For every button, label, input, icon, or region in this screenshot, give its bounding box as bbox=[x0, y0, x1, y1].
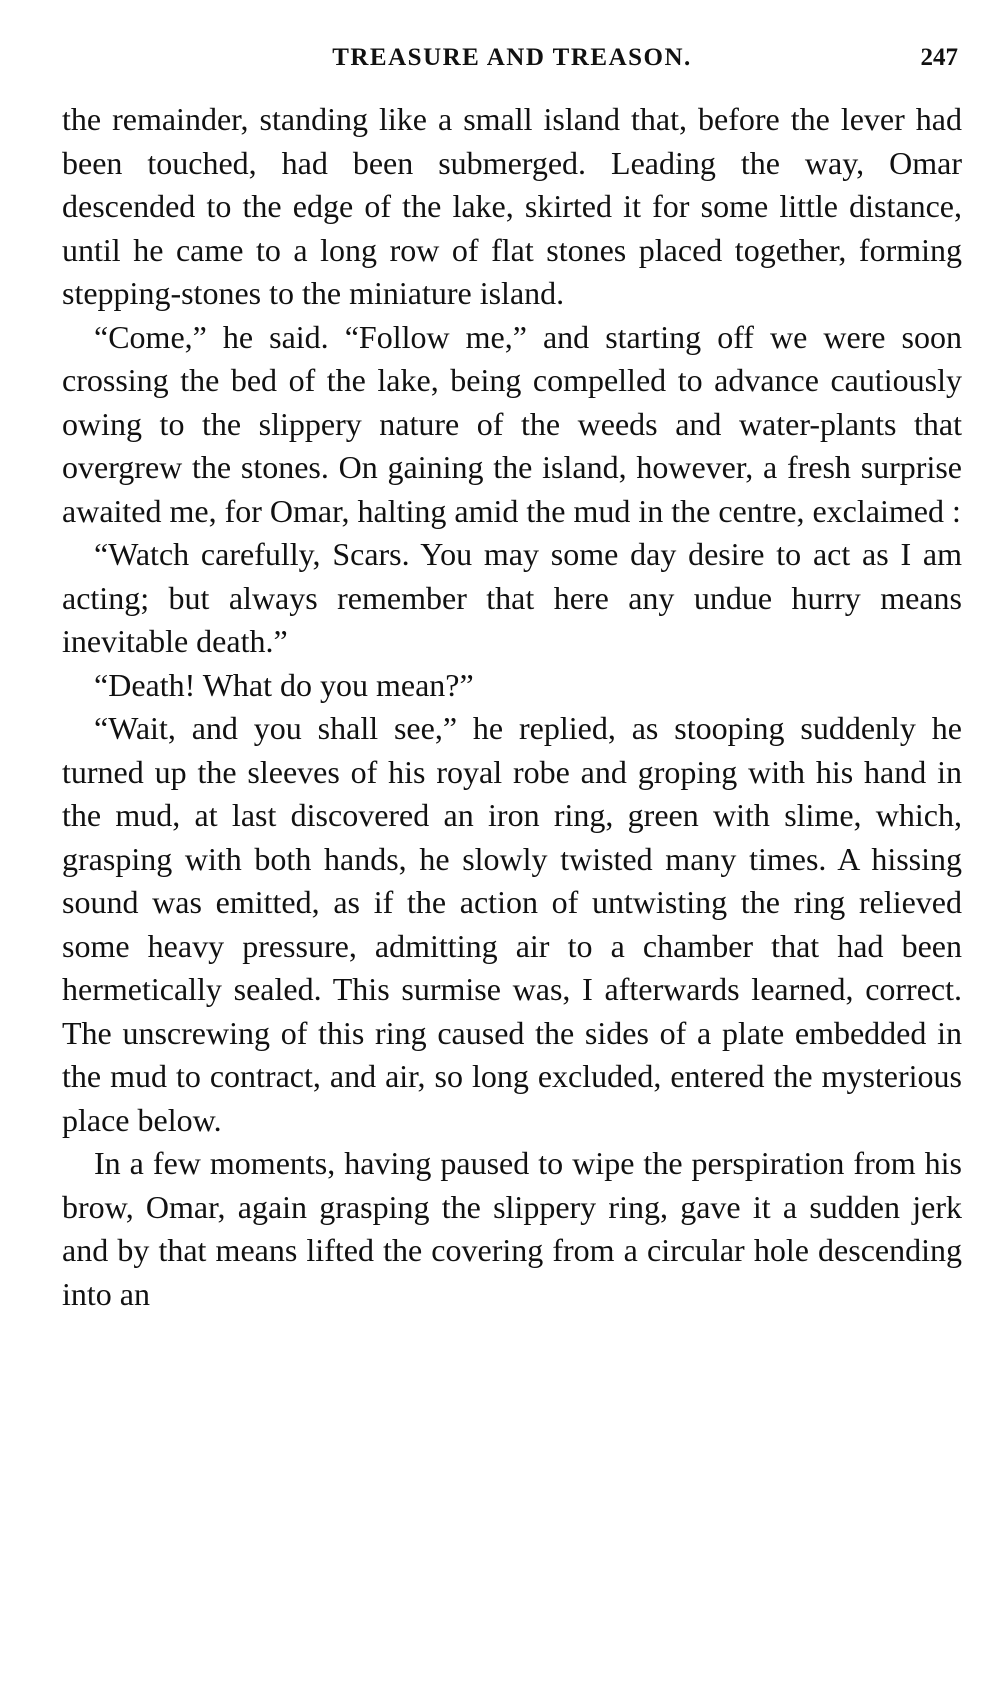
page-number: 247 bbox=[920, 44, 958, 71]
paragraph-death-question: “Death! What do you mean?” bbox=[94, 666, 474, 703]
paragraph-come-follow-me: “Come,” he said. “Follow me,” and starting off we were soon crossing the bed of the lake, being compelled to advance cautiously owing to the slippery nature of the weeds and water-plants that overgrew the stones. On gaining the island, however, a fresh surprise awaited me, for Omar, halting amid the mud in the centre, exclaimed : bbox=[62, 318, 962, 529]
paragraph-continuation: the remainder, standing like a small island that, before the lever had been touched, had been submerged. Leading the way, Omar descended to the edge of the lake, skirted it for some little distance, until he came to a long row of flat stones placed together, forming stepping-stones to the miniature island. bbox=[62, 101, 962, 311]
running-head bbox=[62, 44, 962, 84]
paragraph-watch-carefully: “Watch carefully, Scars. You may some day desire to act as I am acting; but always remember that here any undue hurry means inevitable death.” bbox=[62, 536, 962, 659]
paragraph-few-moments: In a few moments, having paused to wipe the perspiration from his brow, Omar, again grasping the slippery ring, gave it a sudden jerk and by that means lifted the covering from a circular hole descending into an bbox=[62, 1145, 962, 1312]
paragraph-wait-and-see: “Wait, and you shall see,” he replied, as stooping suddenly he turned up the sleeves of his royal robe and groping with his hand in the mud, at last discovered an iron ring, green with slime, which, grasping with both hands, he slowly twisted many times. A hissing sound was emitted, as if the action of untwisting the ring relieved some heavy pressure, admitting air to a chamber that had been hermetically sealed. This surmise was, I afterwards learned, correct. The unscrewing of this ring caused the sides of a plate embedded in the mud to contract, and air, so long excluded, entered the mysterious place below. bbox=[62, 710, 962, 1138]
running-title: TREASURE AND TREASON. bbox=[332, 44, 692, 71]
body-text bbox=[62, 98, 962, 1316]
